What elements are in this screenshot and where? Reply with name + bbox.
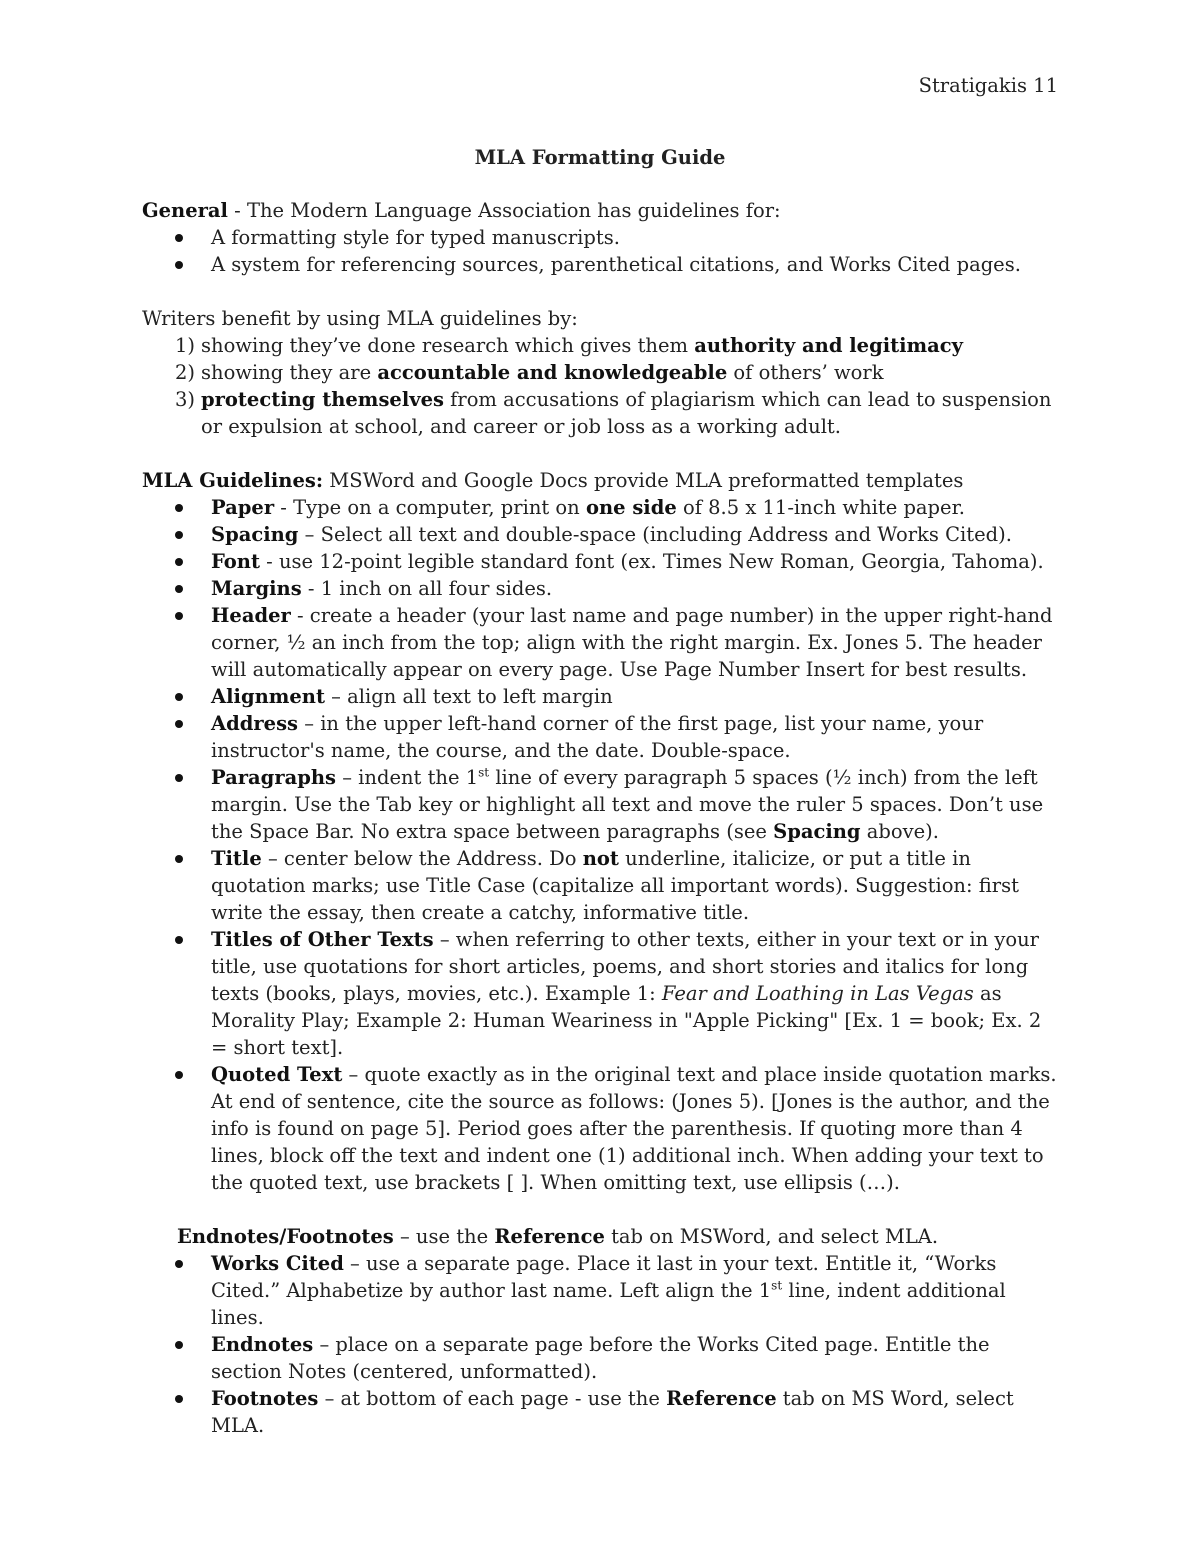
general-label: General bbox=[142, 199, 228, 222]
benefits-intro: Writers benefit by using MLA guidelines by: bbox=[142, 307, 578, 330]
general-list bbox=[142, 224, 1058, 278]
guidelines-text: MSWord and Google Docs provide MLA preformatted templates bbox=[323, 469, 964, 492]
endnotes-paragraph: Endnotes/Footnotes – use the Reference tab on MSWord, and select MLA. bbox=[177, 1225, 939, 1248]
general-text: - The Modern Language Association has guidelines for: bbox=[227, 199, 781, 222]
benefits-list bbox=[142, 332, 1058, 440]
item-works-cited: Works Cited – use a separate page. Place it last in your text. Entitle it, “Works Cited.” Alphabetize by author last name. Left align the 1st line, indent additional lines. bbox=[142, 1250, 1058, 1331]
guidelines-list bbox=[142, 494, 1058, 1196]
endnotes-list bbox=[142, 1250, 1058, 1439]
guideline-title: Title – center below the Address. Do not underline, italicize, or put a title in quotation marks; use Title Case (capitalize all important words). Suggestion: first write the essay, then create a catchy, informative title. bbox=[142, 845, 1058, 926]
guideline-margins: Margins - 1 inch on all four sides. bbox=[142, 575, 1058, 602]
guideline-header: Header - create a header (your last name and page number) in the upper right-hand corner, ½ an inch from the top; align with the right margin. Ex. Jones 5. The header will automatically appear on every page. Use Page Number Insert for best results. bbox=[142, 602, 1058, 683]
guideline-spacing: Spacing – Select all text and double-space (including Address and Works Cited). bbox=[142, 521, 1058, 548]
document-body bbox=[142, 197, 1058, 1439]
guideline-quoted-text: Quoted Text – quote exactly as in the original text and place inside quotation marks. At end of sentence, cite the source as follows: (Jones 5). [Jones is the author, and the info is found on page 5]. Period goes after the parenthesis. If quoting more than 4 lines, block off the text and indent one (1) additional inch. When adding your text to the quoted text, use brackets [ ]. When omitting text, use ellipsis (…). bbox=[142, 1061, 1058, 1196]
guideline-alignment: Alignment – align all text to left margin bbox=[142, 683, 1058, 710]
item-footnotes: Footnotes – at bottom of each page - use the Reference tab on MS Word, select MLA. bbox=[142, 1385, 1058, 1439]
item-endnotes: Endnotes – place on a separate page before the Works Cited page. Entitle the section Notes (centered, unformatted). bbox=[142, 1331, 1058, 1385]
guideline-address: Address – in the upper left-hand corner of the first page, list your name, your instructor's name, the course, and the date. Double-space. bbox=[142, 710, 1058, 764]
list-item: A system for referencing sources, parenthetical citations, and Works Cited pages. bbox=[142, 251, 1058, 278]
page-header: Stratigakis 11 bbox=[918, 74, 1058, 97]
guideline-titles-other: Titles of Other Texts – when referring to other texts, either in your text or in your title, use quotations for short articles, poems, and short stories and italics for long texts (books, plays, movies, etc.). Example 1: Fear and Loathing in Las Vegas as Morality Play; Example 2: Human Weariness in "Apple Picking" [Ex. 1 = book; Ex. 2 = short text]. bbox=[142, 926, 1058, 1061]
guideline-paper: Paper - Type on a computer, print on one side of 8.5 x 11-inch white paper. bbox=[142, 494, 1058, 521]
list-item: 3) protecting themselves from accusations of plagiarism which can lead to suspension or expulsion at school, and career or job loss as a working adult. bbox=[175, 388, 1052, 438]
list-item: 2) showing they are accountable and knowledgeable of others’ work bbox=[175, 361, 884, 384]
list-item: 1) showing they’ve done research which gives them authority and legitimacy bbox=[175, 334, 964, 357]
guideline-font: Font - use 12-point legible standard font (ex. Times New Roman, Georgia, Tahoma). bbox=[142, 548, 1058, 575]
list-item: A formatting style for typed manuscripts. bbox=[142, 224, 1058, 251]
general-paragraph bbox=[142, 197, 1058, 224]
guidelines-label: MLA Guidelines: bbox=[142, 469, 324, 492]
guideline-paragraphs: Paragraphs – indent the 1st line of every paragraph 5 spaces (½ inch) from the left margin. Use the Tab key or highlight all text and move the ruler 5 spaces. Don’t use the Space Bar. No extra space between paragraphs (see Spacing above). bbox=[142, 764, 1058, 845]
guidelines-paragraph bbox=[142, 467, 1058, 494]
page-title: MLA Formatting Guide bbox=[474, 146, 726, 169]
